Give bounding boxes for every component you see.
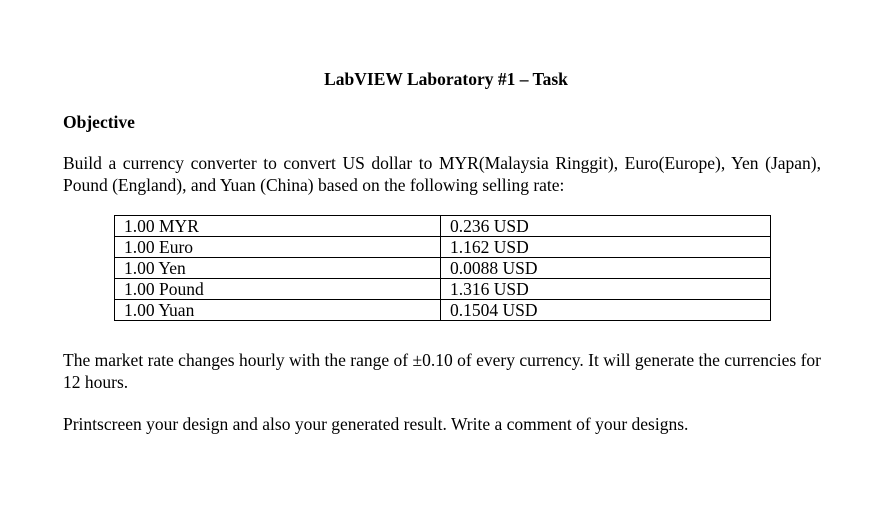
document-title: LabVIEW Laboratory #1 – Task [324,69,568,89]
table-row [115,279,771,300]
table-row [115,237,771,258]
table-cell-currency: 1.00 Yen [115,258,441,279]
table-row [115,300,771,321]
table-cell-currency: 1.00 Yuan [115,300,441,321]
table-cell-currency: 1.00 Pound [115,279,441,300]
objective-heading: Objective [63,112,135,132]
table-cell-currency: 1.00 MYR [115,216,441,237]
table-cell-usd: 0.236 USD [441,216,771,237]
table-row [115,258,771,279]
objective-paragraph: Build a currency converter to convert US dollar to MYR(Malaysia Ringgit), Euro(Europe), Yen (Japan), Pound (England), and Yuan (China) based on the following selling rate: [63,153,821,195]
instructions-paragraph: Printscreen your design and also your generated result. Write a comment of your designs. [63,414,689,434]
table-cell-usd: 0.0088 USD [441,258,771,279]
table-cell-currency: 1.00 Euro [115,237,441,258]
table-cell-usd: 1.162 USD [441,237,771,258]
selling-rate-table [114,215,771,321]
table-row [115,216,771,237]
table-cell-usd: 1.316 USD [441,279,771,300]
market-rate-paragraph: The market rate changes hourly with the range of ±0.10 of every currency. It will generate the currencies for 12 hours. [63,350,821,392]
table-cell-usd: 0.1504 USD [441,300,771,321]
